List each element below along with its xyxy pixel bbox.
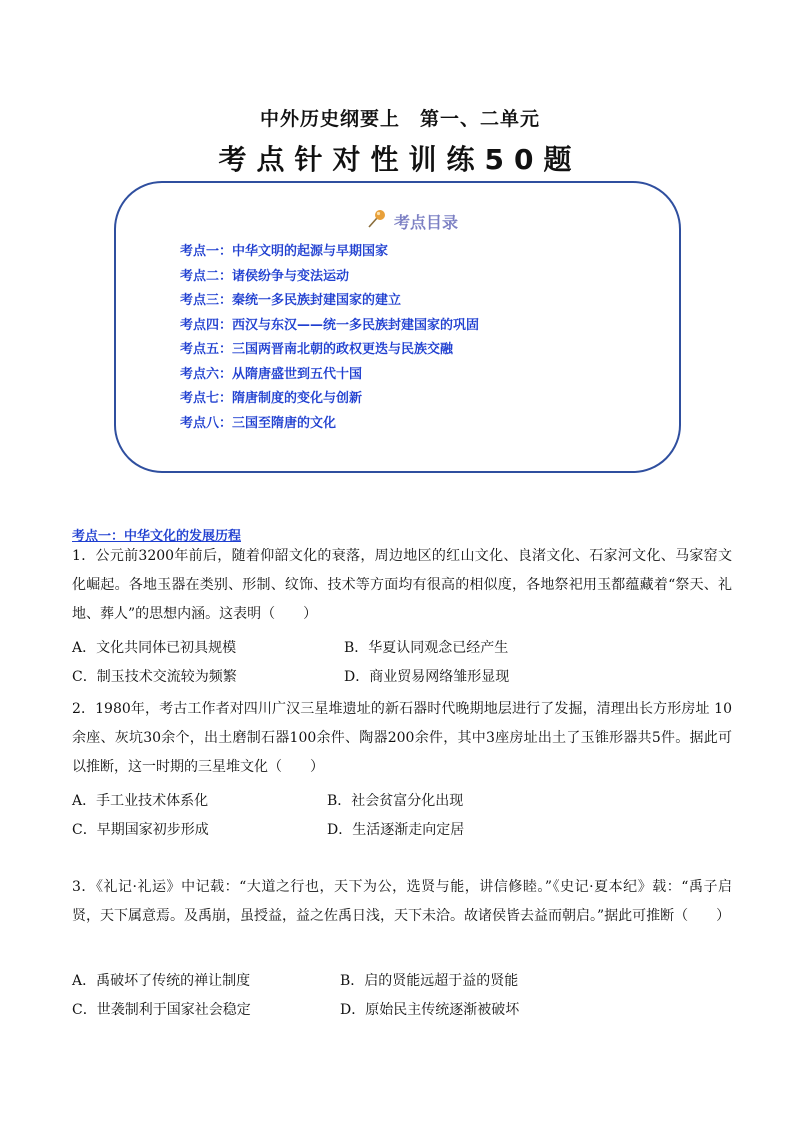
question-2-option-a[interactable]: A．手工业技术体系化	[72, 793, 209, 809]
question-1-option-a[interactable]: A．文化共同体已初具规模	[72, 640, 237, 656]
question-1-text: 1．公元前3200年前后，随着仰韶文化的衰落，周边地区的红山文化、良渚文化、石家河文化、马家窑文化崛起。各地玉器在类别、形制、纹饰、技术等方面均有很高的相似度，各地祭祀用玉都蕴藏着“祭天、礼地、葬人”的思想内涵。这表明（ ）	[72, 548, 732, 622]
document-title: 考点针对性训练50题	[218, 143, 582, 176]
toc-item[interactable]: 考点六：从隋唐盛世到五代十国	[180, 366, 363, 382]
toc-item[interactable]: 考点八：三国至隋唐的文化	[180, 415, 337, 431]
toc-item[interactable]: 考点五：三国两晋南北朝的政权更迭与民族交融	[180, 342, 454, 357]
question-2-option-c[interactable]: C．早期国家初步形成	[72, 822, 209, 838]
toc-item[interactable]: 考点七：隋唐制度的变化与创新	[180, 391, 363, 406]
toc-item[interactable]: 考点二：诸侯纷争与变法运动	[180, 268, 350, 284]
question-1-option-b[interactable]: B．华夏认同观念已经产生	[344, 640, 509, 656]
question-2-option-d[interactable]: D．生活逐渐走向定居	[327, 822, 465, 838]
question-3-text: 3．《礼记·礼运》中记载：“大道之行也，天下为公，选贤与能，讲信修睦。”《史记·夏本纪》载：“禹子启贤，天下属意焉。及禹崩，虽授益，益之佐禹日浅，天下未洽。故诸侯皆去益而朝启。”据此可推断（ ）	[72, 879, 732, 924]
toc-item[interactable]: 考点四：西汉与东汉——统一多民族封建国家的巩固	[180, 317, 480, 333]
toc-item[interactable]: 考点一：中华文明的起源与早期国家	[180, 244, 389, 259]
toc-heading: 考点目录	[394, 212, 459, 232]
question-2-text: 2．1980年，考古工作者对四川广汉三星堆遗址的新石器时代晚期地层进行了发掘，清理出长方形房址 10余座、灰坑30余个，出土磨制石器100余件、陶器200余件，其中3座房址出土了玉锥形器共5件。据此可以推断，这一时期的三星堆文化（ ）	[72, 701, 732, 775]
toc-header	[366, 208, 458, 234]
toc-list	[180, 240, 479, 436]
document-subtitle: 中外历史纲要上 第一、二单元	[259, 108, 540, 130]
question-2-option-b[interactable]: B．社会贫富分化出现	[327, 793, 464, 809]
toc-item[interactable]: 考点三：秦统一多民族封建国家的建立	[180, 293, 402, 308]
pushpin-icon	[366, 208, 388, 234]
question-3-option-a[interactable]: A．禹破坏了传统的禅让制度	[72, 973, 251, 989]
question-3-option-c[interactable]: C．世袭制利于国家社会稳定	[72, 1002, 251, 1018]
question-3-option-b[interactable]: B．启的贤能远超于益的贤能	[340, 973, 519, 989]
question-1-option-d[interactable]: D．商业贸易网络雏形显现	[344, 669, 510, 685]
section-heading[interactable]: 考点一：中华文化的发展历程	[72, 529, 242, 544]
question-3-option-d[interactable]: D．原始民主传统逐渐被破坏	[340, 1002, 520, 1018]
question-1-option-c[interactable]: C．制玉技术交流较为频繁	[72, 669, 237, 685]
